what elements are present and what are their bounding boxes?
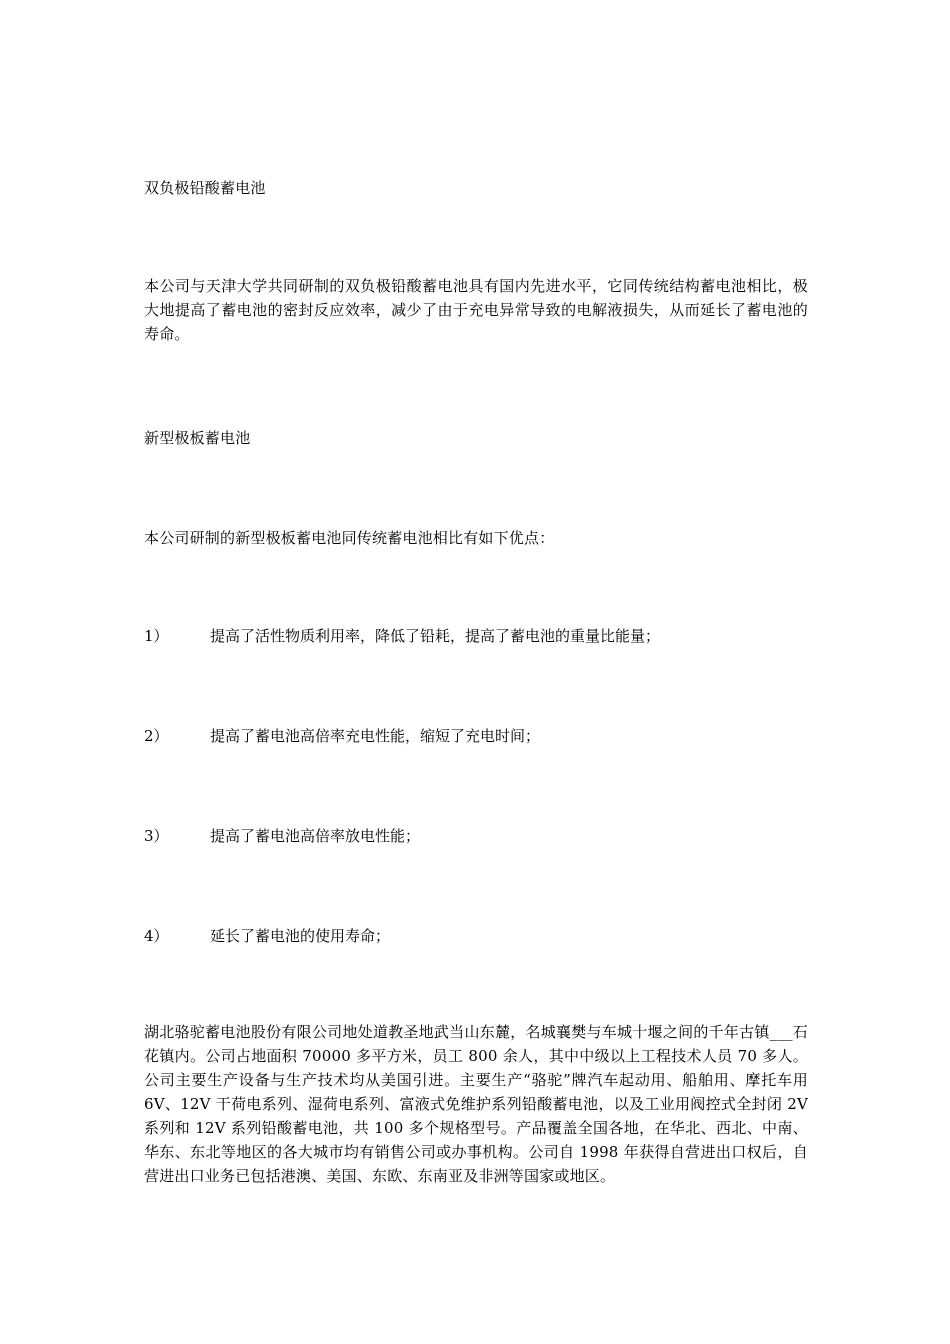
list-item-number: 1）	[144, 627, 169, 645]
list-item-number: 2）	[144, 727, 169, 745]
list-item-text: 延长了蓄电池的使用寿命；	[210, 927, 391, 945]
list-item	[144, 824, 808, 848]
paragraph-company-profile: 湖北骆驼蓄电池股份有限公司地处道教圣地武当山东麓，名城襄樊与车城十堰之间的千年古镇___石花镇内。公司占地面积 70000 多平方米，员工 800 余人，其中中级以上工程技术人员 70 多人。公司主要生产设备与生产技术均从美国引进。主要生产“骆驼”牌汽车起动用、船舶用、摩托车用 6V、12V 干荷电系列、湿荷电系列、富液式免维护系列铅酸蓄电池，以及工业用阀控式全封闭 2V 系列和 12V 系列铅酸蓄电池，共 100 多个规格型号。产品覆盖全国各地，在华北、西北、中南、华东、东北等地区的各大城市均有销售公司或办事机构。公司自 1998 年获得自营进出口权后，自营进出口业务已包括港澳、美国、东欧、东南亚及非洲等国家或地区。	[144, 1023, 808, 1185]
paragraph-dual-negative: 本公司与天津大学共同研制的双负极铅酸蓄电池具有国内先进水平，它同传统结构蓄电池相比，极大地提高了蓄电池的密封反应效率，减少了由于充电异常导致的电解液损失，从而延长了蓄电池的寿命。	[144, 277, 808, 343]
list-item-number: 4）	[144, 927, 169, 945]
section-heading-dual-negative: 双负极铅酸蓄电池	[144, 179, 266, 197]
list-item	[144, 624, 808, 648]
list-item-text: 提高了活性物质利用率，降低了铅耗，提高了蓄电池的重量比能量；	[210, 627, 661, 645]
paragraph-new-plate-intro: 本公司研制的新型极板蓄电池同传统蓄电池相比有如下优点：	[144, 529, 555, 547]
list-item-number: 3）	[144, 827, 169, 845]
list-item	[144, 924, 808, 948]
list-item-text: 提高了蓄电池高倍率放电性能；	[210, 827, 421, 845]
list-item	[144, 724, 808, 748]
section-heading-new-plate: 新型极板蓄电池	[144, 429, 251, 447]
list-item-text: 提高了蓄电池高倍率充电性能，缩短了充电时间；	[210, 727, 541, 745]
